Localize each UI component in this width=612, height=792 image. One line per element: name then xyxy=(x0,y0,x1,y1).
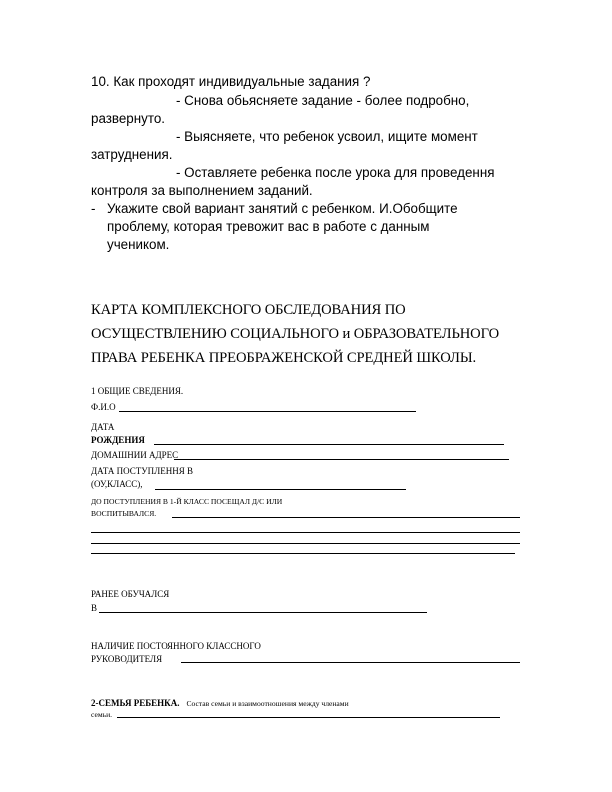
preschool-label-line-1: ДО ПОСТУПЛЕНИЯ В 1-Й КЛАСС ПОСЕЩАЛ Д/С ИЛИ xyxy=(91,497,283,506)
address-field[interactable] xyxy=(174,459,509,460)
option-1-line-2: развернуто. xyxy=(91,111,165,126)
preschool-field[interactable] xyxy=(172,517,520,518)
section-2-family-label: семьи. xyxy=(91,710,113,719)
earlier-field[interactable] xyxy=(99,612,427,613)
section-2-title: 2-СЕМЬЯ РЕБЕНКА. xyxy=(91,698,180,708)
earlier-label-line-2: В xyxy=(91,603,98,613)
fio-field[interactable] xyxy=(119,411,416,412)
card-title-line-3: ПРАВА РЕБЕНКА ПРЕОБРАЖЕНСКОЙ СРЕДНЕЙ ШКОЛЫ. xyxy=(91,350,476,366)
preschool-label-line-2: ВОСПИТЫВАЛСЯ. xyxy=(91,509,157,518)
bullet-line-1: Укажите свой вариант занятий с ребенком. И.Обобщите xyxy=(107,201,458,216)
bullet-line-2: проблему, которая тревожит вас в работе с данным xyxy=(107,219,430,234)
preschool-field-line-4[interactable] xyxy=(91,553,515,554)
option-1-line-1: - Снова обьясняете задание - более подробно, xyxy=(176,93,470,108)
bullet-line-3: учеником. xyxy=(107,237,170,252)
date-label: ДАТА xyxy=(91,422,115,432)
address-label: ДОМАШНИИ АДРЕС xyxy=(91,450,179,460)
family-field[interactable] xyxy=(117,717,500,718)
section-2-description: Состав семьи и взаимоотношения между членами xyxy=(186,699,349,708)
option-2-line-2: затруднения. xyxy=(91,147,173,162)
card-title-line-1: КАРТА КОМПЛЕКСНОГО ОБСЛЕДОВАНИЯ ПО xyxy=(91,302,406,318)
bullet-item xyxy=(91,200,531,254)
card-title-line-2: ОСУЩЕСТВЛЕНИЮ СОЦИАЛЬНОГО и ОБРАЗОВАТЕЛЬНОГО xyxy=(91,326,500,342)
question-heading: 10. Как проходят индивидуальные задания ? xyxy=(91,74,371,89)
teacher-label-line-2: РУКОВОДИТЕЛЯ xyxy=(91,654,163,664)
bullet-dash: - xyxy=(91,201,96,216)
teacher-field[interactable] xyxy=(181,662,520,663)
preschool-field-line-3[interactable] xyxy=(91,543,520,544)
option-3-line-2: контроля за выполнением заданий. xyxy=(91,183,313,198)
admission-label-line-2: (ОУ,КЛАСС), xyxy=(91,479,143,489)
section-1-heading: 1 ОБЩИЕ СВЕДЕНИЯ. xyxy=(91,386,184,396)
option-2-line-1: - Выясняете, что ребенок усвоил, ищите момент xyxy=(176,129,478,144)
admission-field[interactable] xyxy=(155,489,406,490)
admission-label-line-1: ДАТА ПОСТУПЛЕННЯ В xyxy=(91,466,193,476)
earlier-label-line-1: РАНЕЕ ОБУЧАЛСЯ xyxy=(91,589,170,599)
teacher-label-line-1: НАЛИЧИЕ ПОСТОЯННОГО КЛАССНОГО xyxy=(91,641,261,651)
preschool-field-line-2[interactable] xyxy=(91,532,520,533)
option-3-line-1: - Оставляете ребенка после урока для проведення xyxy=(176,165,495,180)
section-2-heading xyxy=(91,693,349,711)
fio-label: Ф.И.О xyxy=(91,402,116,412)
birth-label: РОЖДЕНИЯ xyxy=(91,435,145,445)
birth-date-field[interactable] xyxy=(154,444,504,445)
